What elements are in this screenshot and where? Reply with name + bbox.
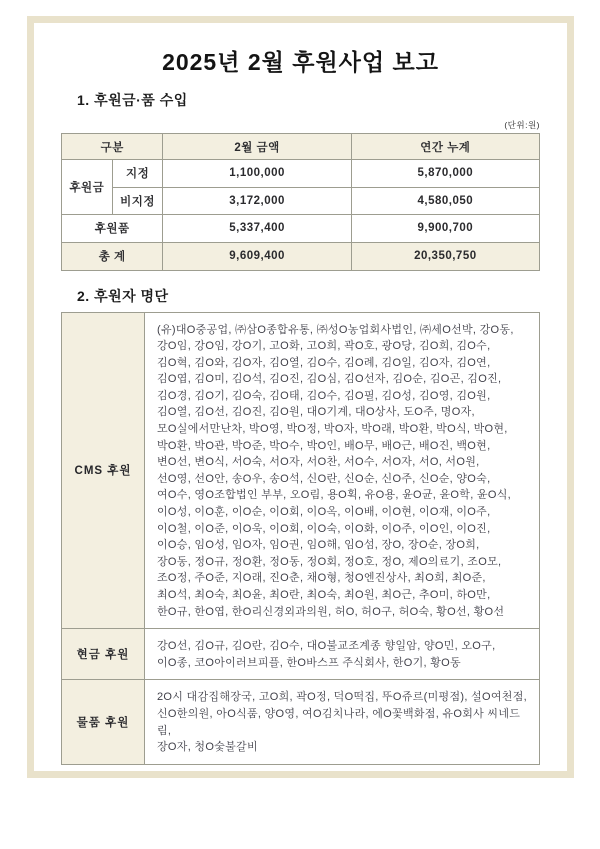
column-header-annual-total: 연간 누계: [351, 134, 539, 160]
grand-total-feb-amount: 9,609,400: [163, 242, 351, 270]
document-title: 2025년 2월 후원사업 보고: [162, 49, 439, 75]
undesignated-annual-total: 4,580,050: [351, 187, 539, 215]
goods-donors-list: 2O시 대감집해장국, 고O희, 곽O정, 덕O떡집, 뚜O쥬르(미평점), 설O여천점, 신O한의원, 아O식품, 양O영, 여O김치나라, 에O꽃백화점, 유O회사 씨네드림, 장O자, 청O숯불갈비: [145, 680, 540, 764]
column-header-category: 구분: [62, 134, 163, 160]
section2-heading: 2. 후원자 명단: [77, 287, 169, 304]
row-label-designated: 지정: [112, 160, 163, 188]
table-row-goods-donors: [62, 680, 540, 764]
page-border-frame: [27, 16, 574, 778]
table-row-grand-total: [62, 242, 540, 270]
goods-annual-total: 9,900,700: [351, 215, 539, 243]
page-content: [34, 44, 567, 765]
income-table-header-row: [62, 134, 540, 160]
column-header-feb-amount: 2월 금액: [163, 134, 351, 160]
table-row-undesignated: [62, 187, 540, 215]
grand-total-annual-total: 20,350,750: [351, 242, 539, 270]
table-row-cms-donors: [62, 312, 540, 629]
cms-donors-list: (유)대O중공업, ㈜삼O종합유통, ㈜성O농업회사법인, ㈜세O선박, 강O동, 강O임, 강O임, 강O기, 고O화, 고O희, 곽O호, 광O당, 김O희, 김O수, 김O혁, 김O와, 김O자, 김O열, 김O수, 김O례, 김O일, 김O자, 김O연, 김O엽, 김O미, 김O석, 김O진, 김O심, 김O선자, 김O순, 김O곤, 김O진, 김O경, 김O기, 김O숙, 김O태, 김O수, 김O필, 김O성, 김O영, 김O원, 김O열, 김O선, 김O진, 김O원, 대O기계, 대O상사, 도O주, 명O자, 모O실에서만난차, 박O영, 박O정, 박O자, 박O래, 박O환, 박O식, 박O현, 박O환, 박O관, 박O준, 박O수, 박O인, 배O무, 배O근, 배O진, 백O현, 변O선, 변O식, 서O숙, 서O자, 서O찬, 서O수, 서O자, 서O, 서O원, 선O영, 선O안, 송O우, 송O석, 신O란, 신O순, 신O주, 신O순, 양O숙, 여O수, 영O조합법인 부부, 오O림, 용O획, 유O용, 윤O균, 윤O학, 윤O식, 이O성, 이O훈, 이O순, 이O회, 이O옥, 이O배, 이O현, 이O재, 이O주, 이O철, 이O준, 이O욱, 이O회, 이O숙, 이O화, 이O주, 이O인, 이O진, 이O승, 임O성, 임O자, 임O권, 임O해, 임O섬, 장O, 장O순, 장O희, 장O동, 정O규, 정O환, 정O동, 정O회, 정O호, 정O, 제O의료기, 조O모, 조O정, 주O준, 지O래, 진O춘, 채O형, 청O엔진상사, 최O희, 최O준, 최O석, 최O숙, 최O윤, 최O란, 최O숙, 최O원, 최O근, 추O미, 하O만, 한O규, 한O엽, 한O리신경외과의원, 허O, 허O구, 허O숙, 황O선, 황O선: [145, 312, 540, 629]
row-label-grand-total: 총 계: [62, 242, 163, 270]
income-summary-table: [61, 133, 540, 271]
undesignated-feb-amount: 3,172,000: [163, 187, 351, 215]
donor-list-table: [61, 312, 540, 765]
goods-feb-amount: 5,337,400: [163, 215, 351, 243]
row-label-goods: 후원품: [62, 215, 163, 243]
designated-feb-amount: 1,100,000: [163, 160, 351, 188]
designated-annual-total: 5,870,000: [351, 160, 539, 188]
table-row-goods: [62, 215, 540, 243]
cash-donors-list: 강O선, 김O규, 김O란, 김O수, 대O불교조계종 향일암, 양O민, 오O구, 이O종, 코O아이러브피플, 한O바스프 주식회사, 한O기, 황O동: [145, 629, 540, 680]
row-label-undesignated: 비지정: [112, 187, 163, 215]
cms-donors-label: CMS 후원: [62, 312, 145, 629]
table-row-designated: [62, 160, 540, 188]
table-row-cash-donors: [62, 629, 540, 680]
cash-donors-label: 현금 후원: [62, 629, 145, 680]
donation-group-label: 후원금: [62, 160, 113, 215]
goods-donors-label: 물품 후원: [62, 680, 145, 764]
section1-heading: 1. 후원금·품 수입: [77, 92, 188, 108]
unit-note: (단위:원): [504, 120, 540, 130]
